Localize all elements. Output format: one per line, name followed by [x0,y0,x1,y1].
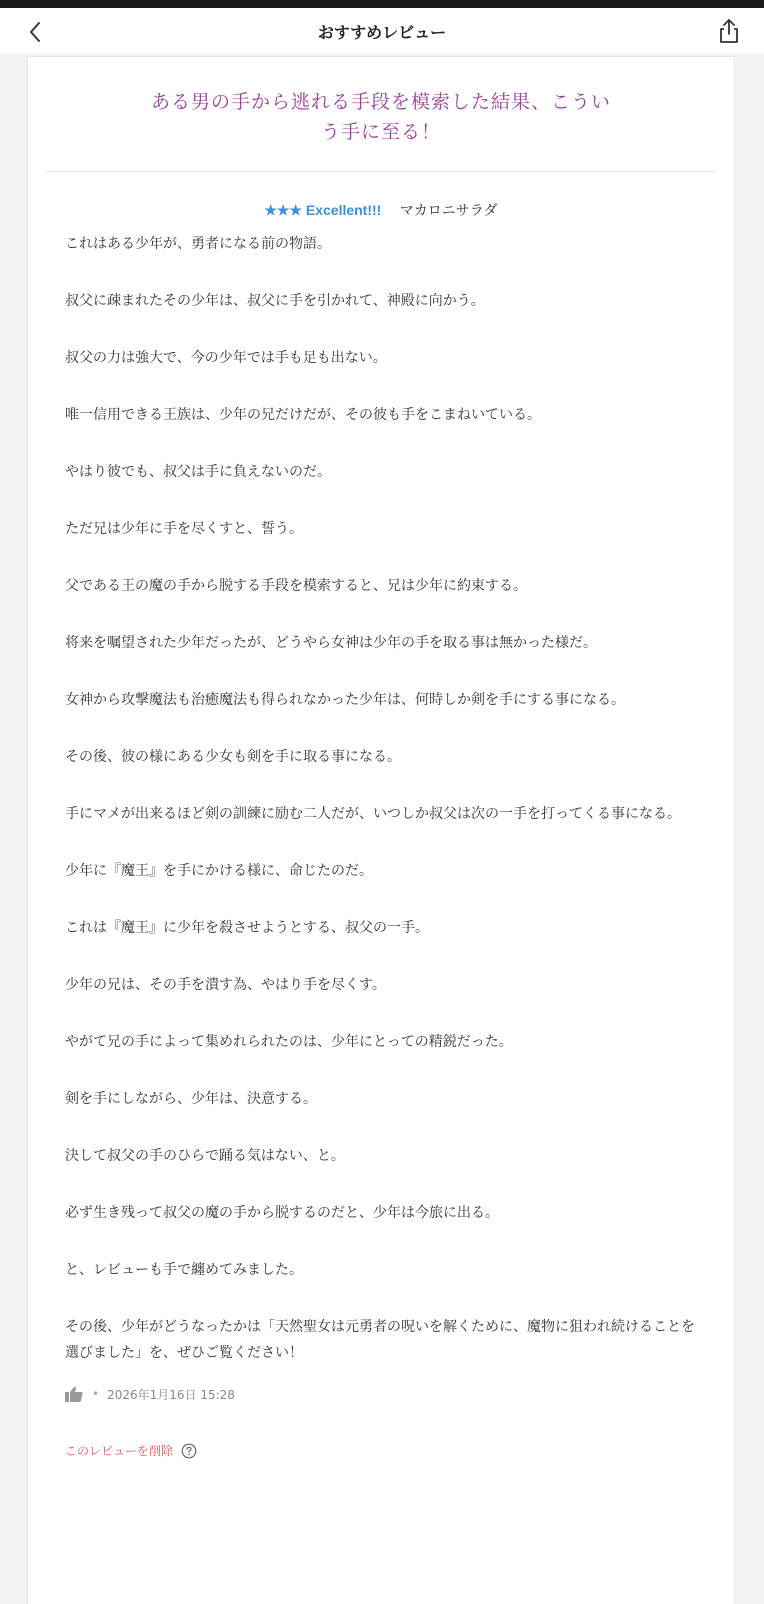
review-paragraph: 唯一信用できる王族は、少年の兄だけだが、その彼も手をこまねいている。 [65,407,541,423]
thumbs-up-icon[interactable] [65,1386,83,1402]
separator-dot: • [92,1387,100,1401]
review-paragraph: 女神から攻撃魔法も治癒魔法も得られなかった少年は、何時しか剣を手にする事になる。 [65,692,625,708]
review-title [121,87,641,147]
app-header [0,8,764,54]
share-button[interactable] [716,17,742,45]
review-paragraph: 将来を嘱望された少年だったが、どうやら女神は少年の手を取る事は無かった様だ。 [65,635,597,651]
divider [46,171,716,172]
review-card [27,56,735,1604]
review-paragraph: と、レビューも手で纏めてみました。 [65,1262,303,1278]
share-icon [716,17,742,45]
review-paragraph: これは『魔王』に少年を殺させようとする、叔父の一手。 [65,920,429,936]
delete-review-link[interactable]: このレビューを削除 [65,1444,174,1458]
status-bar [0,0,764,8]
review-paragraph: これはある少年が、勇者になる前の物語。 [65,236,331,252]
rating-label: ★★★ Excellent!!! [264,202,382,218]
delete-row [65,1442,734,1459]
review-date: 2026年1月16日 15:28 [107,1387,235,1402]
review-paragraph: 少年に『魔王』を手にかける様に、命じたのだ。 [65,863,373,879]
review-footer [65,1384,734,1404]
review-paragraph: 少年の兄は、その手を潰す為、やはり手を尽くす。 [65,977,386,993]
review-paragraph: やはり彼でも、叔父は手に負えないのだ。 [65,464,331,480]
review-paragraph: 剣を手にしながら、少年は、決意する。 [65,1091,317,1107]
review-title-line2: う手に至る！ [320,121,441,143]
review-paragraph: その後、少年がどうなったかは「天然聖女は元勇者の呪いを解くために、魔物に狙われ続けることを選びました」を、ぜひご覧ください！ [65,1319,695,1361]
review-meta [28,200,734,221]
review-paragraph: やがて兄の手によって集めれられたのは、少年にとっての精鋭だった。 [65,1034,513,1050]
review-paragraph: 必ず生き残って叔父の魔の手から脱するのだと、少年は今旅に出る。 [65,1205,499,1221]
review-paragraph: ただ兄は少年に手を尽くすと、誓う。 [65,521,303,537]
review-title-line1: ある男の手から逃れる手段を模索した結果、こうい [150,91,611,113]
reviewer-name[interactable]: マカロニサラダ [399,203,498,219]
page-title: おすすめレビュー [317,23,447,42]
review-paragraph: 父である王の魔の手から脱する手段を模索すると、兄は少年に約束する。 [65,578,527,594]
review-paragraph: 叔父に疎まれたその少年は、叔父に手を引かれて、神殿に向かう。 [65,293,485,309]
review-paragraph: 決して叔父の手のひらで踊る気はない、と。 [65,1148,345,1164]
review-paragraph: その後、彼の様にある少女も剣を手に取る事になる。 [65,749,401,765]
question-circle-icon[interactable] [181,1443,197,1459]
review-paragraph: 手にマメが出来るほど剣の訓練に励む二人だが、いつしか叔父は次の一手を打ってくる事になる。 [65,806,681,822]
review-body [65,231,705,1366]
review-paragraph: 叔父の力は強大で、今の少年では手も足も出ない。 [65,350,387,366]
